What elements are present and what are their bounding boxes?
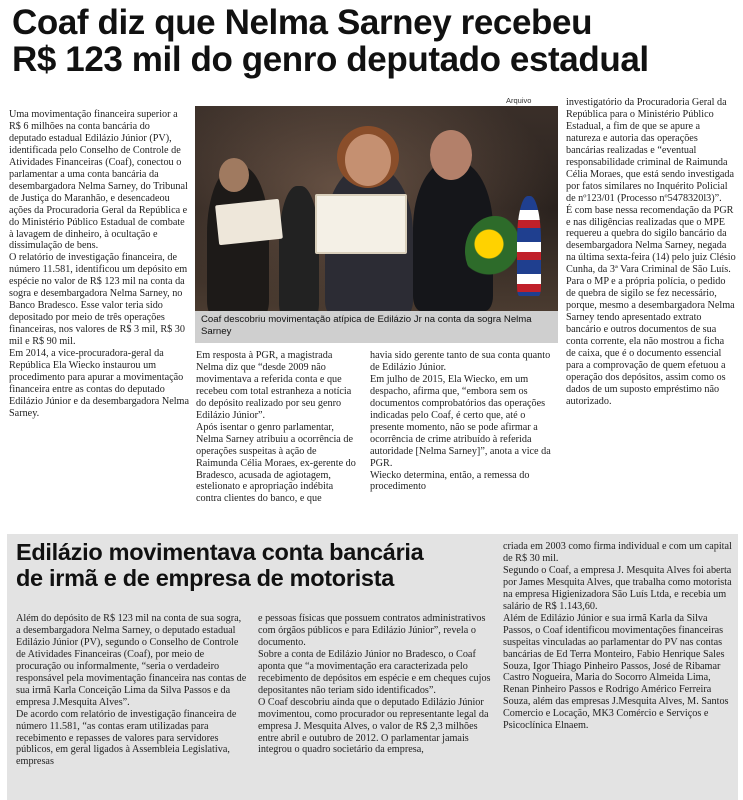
- paragraph: O relatório de investigação financeira, de número 11.581, identificou um depósito em espécie no valor de R$ 123 mil na conta da sogra e desembargadora Nelma Sarney, no Banco Bradesco. Esse valor teria sido depositado por meio de três operações financeiras, nos valores de R$ 3 mil, R$ 30 mil e R$ 90 mil.: [9, 252, 188, 348]
- headline-line-1: Coaf diz que Nelma Sarney recebeu: [12, 3, 593, 42]
- paragraph: Além do depósito de R$ 123 mil na conta de sua sogra, a desembargadora Nelma Sarney, o deputado estadual Edilázio Júnior (PV), segundo o Conselho de Controle de Atividades Financeiras (Coaf), por meio de procuração ou informalmente, “seria o verdadeiro responsável pela movimentação financeira nas contas de sua irmã Karla Conceição Lima da Silva Passos e da empresa J.Mesquita Alves”.: [16, 613, 247, 708]
- box-column-3: [503, 541, 735, 732]
- box-subheadline: [16, 539, 496, 591]
- paragraph: É com base nessa recomendação da PGR e nas diligências realizadas que o MPE requereu a quebra do sigilo bancário da desembargadora Nelma Sarney, negada na última sexta-feira (14) pelo juiz Clésio Cunha, da 3ª Vara Criminal de São Luís.: [566, 204, 736, 276]
- photo-certificate: [315, 194, 407, 254]
- photo-person: [279, 186, 319, 311]
- box-column-1: [16, 613, 248, 768]
- subhead-line-1: Edilázio movimentava conta bancária: [16, 539, 424, 565]
- photo-person-head: [219, 158, 249, 192]
- photo-certificate: [215, 199, 283, 245]
- article-column-right: [566, 97, 736, 408]
- photo-person-head: [345, 134, 391, 186]
- paragraph: De acordo com relatório de investigação financeira de número 11.581, “as contas eram utilizadas para recebimento e repasses de valores para servidores públicos, em geral ligados à Assembleia Legislativa, empresas: [16, 708, 237, 768]
- article-column-2: [196, 350, 358, 505]
- headline-line-2: R$ 123 mil do genro deputado estadual: [12, 40, 649, 79]
- paragraph: Em julho de 2015, Ela Wiecko, em um despacho, afirma que, “embora sem os documentos comprobatórios das operações indicadas pelo Coaf, é certo que, até o presente momento, não se pode afirmar a ocorrência de crime atribuído à referida autoridade [Nelma Sarney]”, anota a vice da PGR.: [370, 373, 551, 469]
- paragraph: O Coaf descobriu ainda que o deputado Edilázio Júnior movimentou, como procurador ou representante legal da empresa J. Mesquita Alves, o valor de R$ 2,3 milhões entre abril e outubro de 2012. O parlamentar jamais integrou o quadro societário da empresa,: [258, 696, 489, 756]
- paragraph: Para o MP e a própria polícia, o pedido de quebra de sigilo se fez necessário, porque, mesmo a desembargadora Nelma Sarney tendo apresentado extrato bancário e outros documentos de sua conta corrente, ela não mostrou a ficha de caixa, que é o documento essencial para a comprovação de quem efetuou a operação dos depósitos, assim como os dados de um suposto empréstimo não autorizado.: [566, 276, 735, 407]
- paragraph: Após isentar o genro parlamentar, Nelma Sarney atribuiu a ocorrência de operações suspeitas à ação de Raimunda Célia Moraes, ex-gerente do Bradesco, acusada de agiotagem, estelionato e apropriação indébita contra clientes do banco, e que: [196, 421, 356, 505]
- box-column-2: [258, 613, 494, 756]
- article-column-3: [370, 350, 552, 493]
- paragraph: Em resposta à PGR, a magistrada Nelma diz que “desde 2009 não movimentava a referida conta e que recebeu com total estranheza a notícia do depósito realizado por seu genro Edilázio Júnior”.: [196, 350, 352, 421]
- paragraph: Uma movimentação financeira superior a R$ 6 milhões na conta bancária do deputado estadual Edilázio Júnior (PV), identificada pelo Conselho de Controle de Atividades Financeiras (Coaf), conectou o parlamentar a uma conta bancária da desembargadora Nelma Sarney, do Tribunal de Justiça do Maranhão, e desencadeou ações da Procuradoria Geral da República e do Ministério Público Estadual de combate à lavagem de dinheiro, à ocultação e dissimulação de bens.: [9, 109, 188, 252]
- headline: [12, 4, 737, 78]
- photo-flag: [517, 196, 541, 296]
- paragraph: Segundo o Coaf, a empresa J. Mesquita Alves foi aberta por James Mesquita Alves, que trabalha como motorista na empresa Higienizadora São Luís Ltda, e recebia um salário de R$ 1.143,60.: [503, 564, 732, 612]
- paragraph: havia sido gerente tanto de sua conta quanto de Edilázio Júnior.: [370, 350, 551, 373]
- article-photo: [195, 106, 558, 311]
- paragraph: Sobre a conta de Edilázio Júnior no Bradesco, o Coaf aponta que “a movimentação era caracterizada pelo recebimento de depósitos em espécie e em cheques cujos depositantes não teriam sido identificados”.: [258, 648, 491, 696]
- photo-credit: Arquivo: [506, 96, 532, 105]
- photo-caption: Coaf descobriu movimentação atípica de Edilázio Jr na conta da sogra Nelma Sarney: [195, 311, 558, 343]
- paragraph: Além de Edilázio Júnior e sua irmã Karla da Silva Passos, o Coaf identificou movimentações financeiras suspeitas vinculadas ao parlamentar do PV nas contas bancárias de Ed Terra Monteiro, Fabio Henrique Sales Souza, Igor Thiago Pinheiro Passos, José de Ribamar Castro Nogueira, Maria do Socorro Almeida Lima, Renan Pinheiro Passos e Rodrigo Américo Ferreira Souza, além das empresas J.Mesquita Alves, M. Santos Comercio e Locação, MK3 Comércio e Serviços e Psicoclínica Elnaem.: [503, 612, 729, 732]
- paragraph: investigatório da Procuradoria Geral da República para o Ministério Público Estadual, a fim de que se apure a natureza e autoria das operações bancárias realizadas e “eventual responsabilidade criminal de Raimunda Célia Moraes, que está sendo investigada por fatos similares no Inquérito Policial de nº123/01 (Processo nº5478320l3)”.: [566, 97, 735, 204]
- article-column-1: [9, 109, 189, 420]
- paragraph: Wiecko determina, então, a remessa do procedimento: [370, 469, 530, 493]
- paragraph: e pessoas físicas que possuem contratos administrativos com órgãos públicos e para Edilázio Júnior”, revela o documento.: [258, 613, 486, 648]
- subhead-line-2: de irmã e de empresa de motorista: [16, 565, 394, 591]
- photo-person-head: [430, 130, 472, 180]
- paragraph: Em 2014, a vice-procuradora-geral da República Ela Wiecko instaurou um procedimento para apurar a movimentação financeira entre as contas do deputado Edilázio Júnior e da desembargadora Nelma Sarney.: [9, 348, 190, 419]
- photo-flowers: [465, 216, 525, 286]
- paragraph: criada em 2003 como firma individual e com um capital de R$ 30 mil.: [503, 541, 732, 564]
